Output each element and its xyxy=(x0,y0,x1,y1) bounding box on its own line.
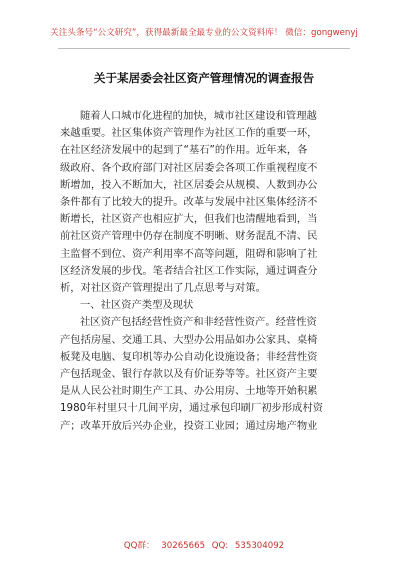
text-line: 级政府、各个政府部门对社区居委会各项工作重视程度不 xyxy=(60,161,318,174)
text-line: 主监督不到位、资产利用率不高等问题，阻碍和影响了社 xyxy=(60,247,318,260)
text-line: 区经济发展的步伐。笔者结合社区工作实际，通过调查分 xyxy=(60,264,318,277)
text-line: 产；改革开放后兴办企业，投资工业园；通过房地产物业 xyxy=(60,419,318,432)
text-line: 板凳及电脑、复印机等办公自动化设施设备；非经营性资 xyxy=(60,350,318,363)
text-line: 断增长，社区资产也相应扩大，但我们也清醒地看到，当 xyxy=(60,213,318,226)
text-line: 条件都有了比较大的提升。改革与发展中社区集体经济不 xyxy=(60,196,318,209)
text-line: 社区资产包括经营性资产和非经营性资产。经营性资 xyxy=(80,316,317,329)
header-text: 关注头条号“公文研究”，获得最新最全最专业的公文资料库！ 微信：gongwenyj xyxy=(50,28,358,38)
intro-paragraph xyxy=(60,108,352,297)
text-line: 前社区资产管理中仍存在制度不明晰、财务混乱不清、民 xyxy=(60,230,318,243)
text-line: 随着人口城市化进程的加快，城市社区建设和管理越 xyxy=(80,110,317,122)
page-footer xyxy=(0,541,408,552)
text-line: 断增加，投入不断加大，社区居委会从规模、人数到办公 xyxy=(60,178,318,191)
footer-text: QQ群： 30265665 QQ: 535304092 xyxy=(123,541,285,551)
text-line: 产包括现金、银行存款以及有价证券等等。社区资产主要 xyxy=(60,368,318,381)
text-line: 1980年村里只十几间平房，通过承包印刷厂初步形成村资 xyxy=(60,402,324,415)
text-line: 来越重要。社区集体资产管理作为社区工作的重要一环， xyxy=(60,127,318,140)
text-line: 在社区经济发展中的起到了“基石”的作用。近年来，各 xyxy=(60,144,308,157)
text-line: 是从人民公社时期生产工具、办公用房、土地等开始积累 xyxy=(60,385,318,398)
header-divider xyxy=(58,48,350,49)
text-line: 产包括房屋、交通工具、大型办公用品如办公家具、桌椅 xyxy=(60,333,318,346)
document-body xyxy=(60,108,352,435)
section-one xyxy=(60,297,352,435)
document-title: 关于某居委会社区资产管理情况的调查报告 xyxy=(93,71,315,85)
page-header xyxy=(0,0,408,39)
section-heading: 一、社区资产类型及现状 xyxy=(80,299,194,312)
text-line: 析，对社区资产管理提出了几点思考与对策。 xyxy=(60,282,266,295)
